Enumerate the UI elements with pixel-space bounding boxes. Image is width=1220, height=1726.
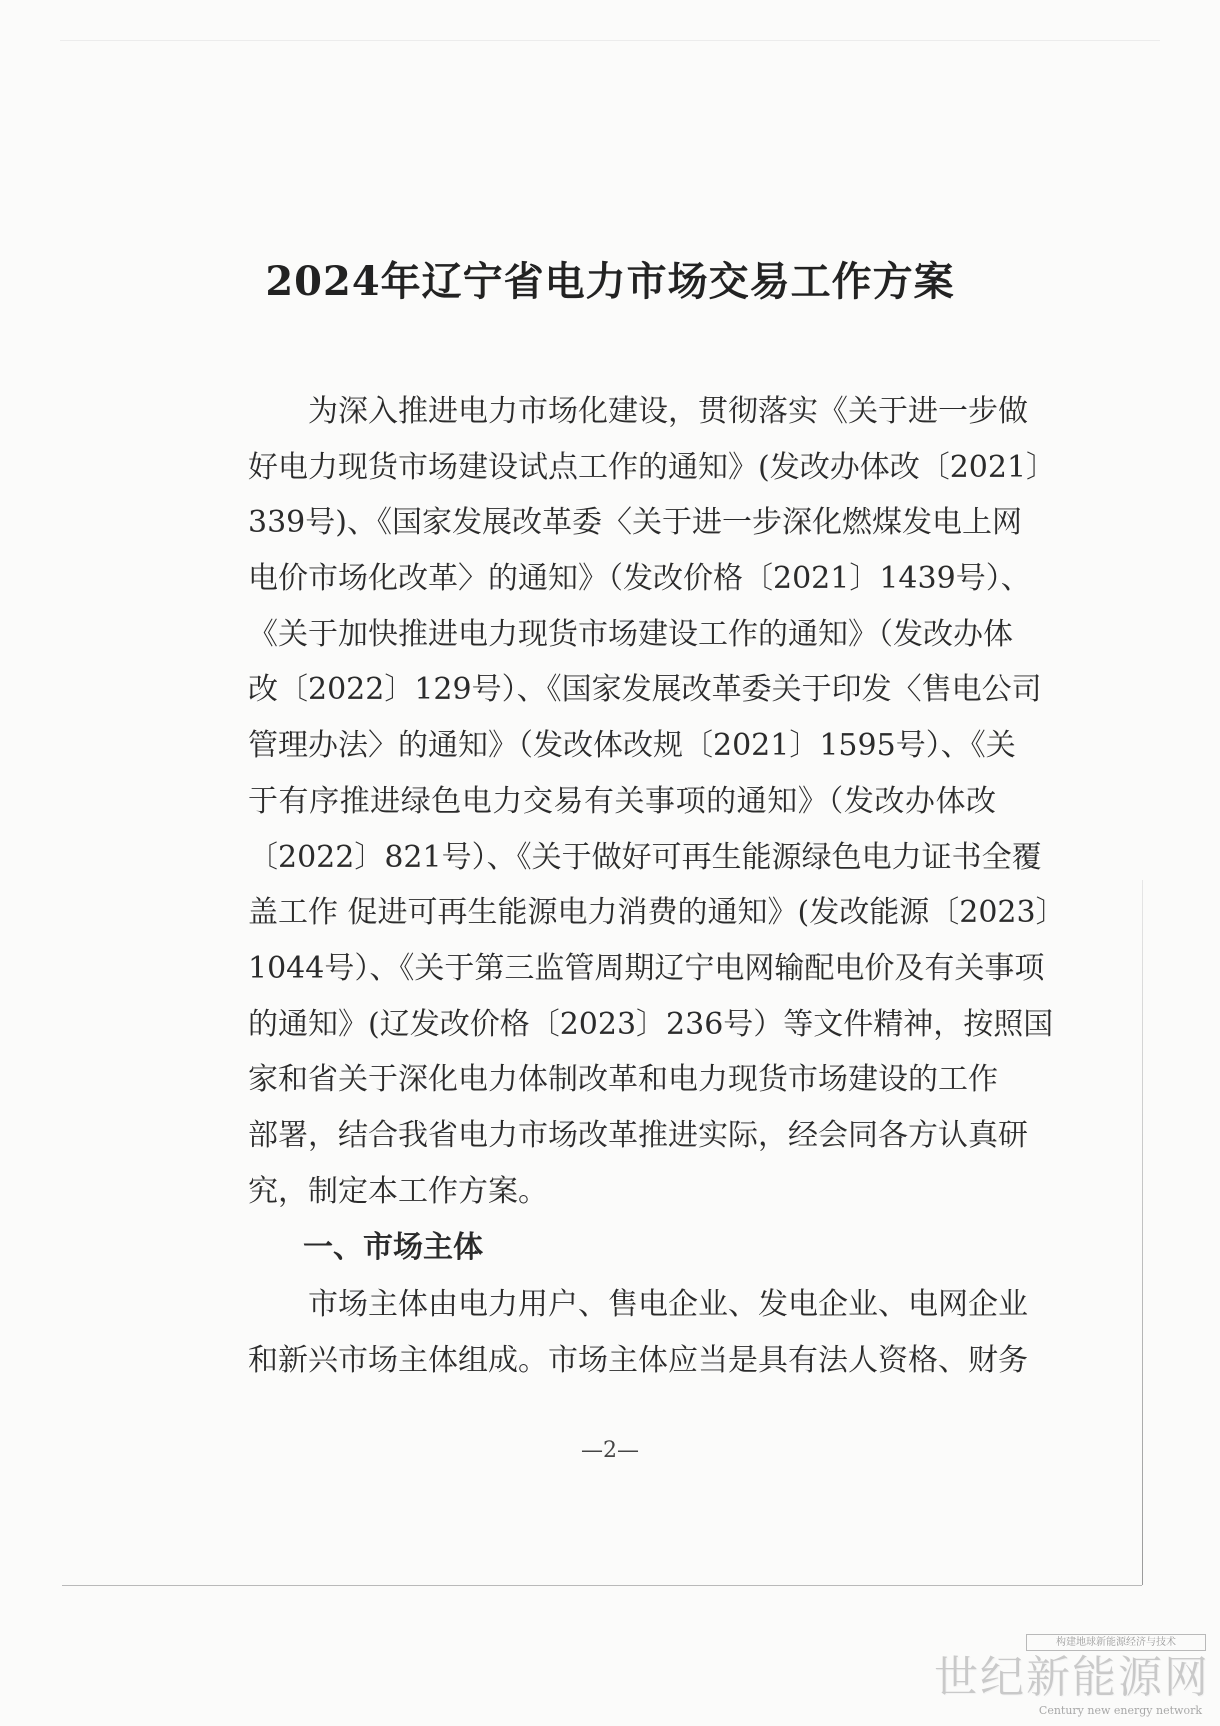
- section-heading-market-entities: 一、市场主体: [303, 1230, 483, 1266]
- document-body: [248, 384, 1066, 1389]
- text-line: 为深入推进电力市场化建设，贯彻落实《关于进一步做: [308, 394, 1028, 429]
- text-line: 管理办法〉的通知》（发改体改规〔2021〕1595号）、《关: [248, 728, 1016, 764]
- watermark-slogan: 构建地球新能源经济与技术: [1026, 1634, 1206, 1651]
- text-line: 部署，结合我省电力市场改革推进实际，经会同各方认真研: [248, 1117, 1028, 1153]
- text-line: 和新兴市场主体组成。市场主体应当是具有法人资格、财务: [248, 1343, 1028, 1378]
- scan-edge-top: [60, 40, 1160, 41]
- text-line: 好电力现货市场建设试点工作的通知》(发改办体改〔2021〕: [248, 449, 1057, 485]
- paragraph-2: [248, 1277, 1028, 1388]
- paragraph-1: [248, 384, 1066, 1219]
- text-line: 盖工作 促进可再生能源电力消费的通知》(发改能源〔2023〕: [248, 895, 1066, 931]
- text-line: 339号)、《国家发展改革委〈关于进一步深化燃煤发电上网: [248, 505, 1022, 541]
- site-watermark: [934, 1634, 1214, 1722]
- document-title: 2024年辽宁省电力市场交易工作方案: [265, 258, 955, 305]
- text-line: 电价市场化改革〉的通知》（发改价格〔2021〕1439号）、: [248, 561, 1031, 597]
- scan-edge-right: [1142, 880, 1143, 1585]
- watermark-logo-text: 世纪新能源网: [934, 1652, 1210, 1703]
- text-line: 〔2022〕821号）、《关于做好可再生能源绿色电力证书全覆: [248, 839, 1042, 875]
- text-line: 究，制定本工作方案。: [248, 1173, 548, 1209]
- text-line: 市场主体由电力用户、售电企业、发电企业、电网企业: [308, 1287, 1028, 1323]
- text-line: 改〔2022〕129号）、《国家发展改革委关于印发〈售电公司: [248, 672, 1042, 708]
- text-line: 家和省关于深化电力体制改革和电力现货市场建设的工作: [248, 1062, 998, 1098]
- watermark-english-name: Century new energy network: [1038, 1704, 1202, 1717]
- page-number: —2—: [581, 1438, 639, 1463]
- text-line: 1044号）、《关于第三监管周期辽宁电网输配电价及有关事项: [248, 950, 1045, 986]
- text-line: 的通知》(辽发改价格〔2023〕236号）等文件精神，按照国: [248, 1006, 1054, 1042]
- text-line: 于有序推进绿色电力交易有关事项的通知》（发改办体改: [248, 783, 996, 819]
- scan-edge-bottom: [62, 1585, 1142, 1586]
- text-line: 《关于加快推进电力现货市场建设工作的通知》（发改办体: [248, 616, 1013, 652]
